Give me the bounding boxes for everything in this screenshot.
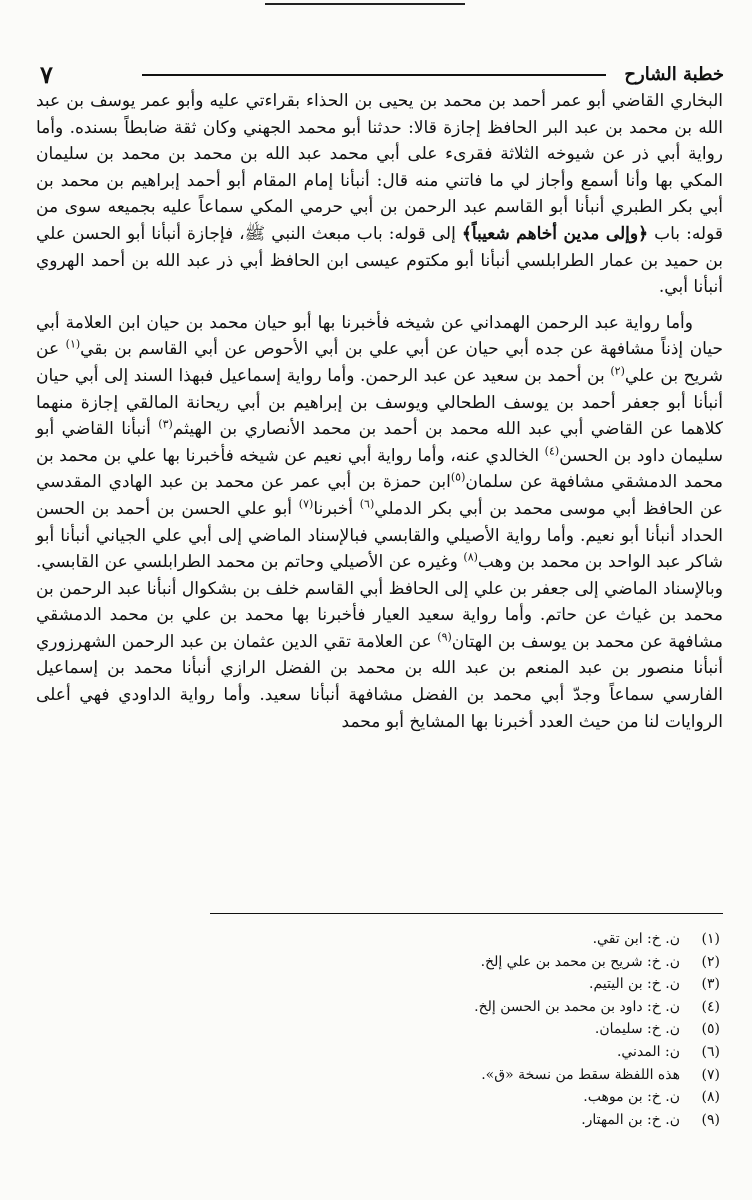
page-number: ٧ — [40, 60, 53, 89]
top-edge-rule — [265, 3, 465, 5]
text-segment: بن أحمد بن سعيد عن عبد الرحمن. وأما رواية إسماعيل فبهذا السند إلى أبي حيان أنبأنا أبو جعفر أحمد بن يوسف الطحالي ويوسف بن إبراهيم بن أبي ريحانة المالقي إجازة منهما كلاهما عن القاضي أبي عبد الله محمد بن أحمد بن محمد الأنصاري بن الهيثم — [36, 365, 724, 440]
page-header — [34, 60, 724, 90]
footnote-number: (٨) — [701, 1089, 720, 1106]
footnote-ref-4[interactable]: (٤) — [544, 444, 560, 458]
footnote-ref-6[interactable]: (٦) — [359, 497, 375, 511]
chapter-title: خطبة الشارح — [624, 64, 724, 85]
text-segment: أخبرنا — [313, 498, 353, 519]
text-segment: أبو علي الحسن بن أحمد بن الحسن الحداد أنبأنا أبو نعيم. وأما رواية الأصيلي والقابسي فبالإسناد الماضي إلى أبي علي الجياني أنبأنا أبو شاكر عبد الواحد بن محمد بن وهب — [36, 498, 723, 573]
footnote-separator — [210, 913, 723, 914]
footnote-number: (٢) — [701, 953, 720, 970]
footnote-ref-1[interactable]: (١) — [65, 337, 81, 351]
quranic-verse: ﴿وإلى مدين أخاهم شعيباً﴾ — [461, 223, 649, 244]
footnote — [300, 1109, 720, 1132]
paragraph-1-part-2: إلى قوله: باب مبعث النبي ﷺ، فإجازة أنبأنا أبو الحسن علي بن حميد بن عمار الطرابلسي أنبأنا أبو مكتوم عيسى ابن الحافظ أبي ذر عبد الله بن أحمد الهروي أنبأنا أبي. — [36, 223, 723, 298]
footnotes — [300, 928, 720, 1131]
footnote-ref-8[interactable]: (٨) — [463, 550, 478, 564]
footnote-text: ن. خ: ابن تقي. — [592, 931, 680, 947]
header-rule — [142, 74, 606, 76]
footnote — [300, 1018, 720, 1041]
footnote — [300, 973, 720, 996]
footnote-ref-9[interactable]: (٩) — [437, 630, 452, 644]
footnote-number: (١) — [701, 931, 720, 947]
text-segment: أنبأنا القاضي أبو سليمان داود بن الحسن — [36, 419, 724, 466]
text-segment: وأما رواية عبد الرحمن الهمداني عن شيخه فأخبرنا بها أبو حيان محمد بن حيان ابن العلامة أبي حيان إذناً مشافهة عن جده أبي حيان عن أبي علي بن أبي الأحوص عن أبي القاسم بن بقي — [36, 312, 723, 360]
text-segment: عن شريح بن علي — [36, 339, 724, 386]
footnote-text: هذه اللفظة سقط من نسخة «ق». — [481, 1066, 680, 1083]
footnote-text: ن. خ: شريح بن محمد بن علي إلخ. — [480, 953, 680, 970]
paragraph-1-part-1: البخاري القاضي أبو عمر أحمد بن محمد بن يحيى بن الحذاء بقراءتي عليه وأبو عمر يوسف بن عبد الله بن محمد بن عبد البر الحافظ إجازة قالا: حدثنا أبو محمد الجهني وكان ثقة ضابطاً بسنده. وأما رواية أبي ذر عن شيوخه الثلاثة فقرىء على أبي محمد عبد الله بن محمد بن محمد بن سليمان المكي بها وأنا أسمع وأجاز لي ما فاتني منه قال: أنبأنا إمام المقام أبو أحمد إبراهيم بن محمد بن أبي بكر الطبري أنبأنا أبو القاسم عبد الرحمن بن أبي حرمي المكي سماعاً عليه بجميعه سوى من قوله: باب — [36, 91, 724, 244]
text-segment: ابن حمزة بن أبي عمر عن محمد بن عبد الهادي المقدسي عن الحافظ أبي موسى محمد بن أبي بكر الدملي — [36, 472, 724, 519]
footnote — [300, 1064, 720, 1087]
footnote-text: ن: المدني. — [616, 1043, 680, 1060]
text-segment: عن العلامة تقي الدين عثمان بن عبد الرحمن الشهرزوري أنبأنا منصور بن عبد المنعم بن عبد الله بن محمد بن الفضل الرازي أنبأنا محمد بن إسماعيل الفارسي سماعاً وجدّ أبي محمد بن الفضل مشافهة أنبأنا سعيد. وأما رواية الداودي فهي أعلى الروايات لنا من حيث العدد أخبرنا بها المشايخ أبو محمد — [36, 631, 723, 732]
footnote-ref-7[interactable]: (٧) — [298, 497, 314, 511]
text-segment: وغيره عن الأصيلي وحاتم بن محمد الطرابلسي عن القابسي. وبالإسناد الماضي إلى جعفر بن علي إلى الحافظ أبي القاسم خلف بن بشكوال أنبأنا عبد الرحمن بن محمد بن غياث عن حاتم. وأما رواية سعيد العيار فأخبرنا بها محمد بن علي بن محمد الدمشقي مشافهة عن محمد بن يوسف بن الهتان — [36, 552, 723, 652]
text-segment: الخالدي عنه، وأما رواية أبي نعيم عن شيخه فأخبرنا بها علي بن محمد بن محمد الدمشقي مشافهة عن سلمان — [36, 445, 724, 493]
footnote-text: ن. خ: بن المهتار. — [581, 1111, 680, 1128]
footnote-number: (٦) — [701, 1043, 720, 1060]
footnote — [300, 1041, 720, 1064]
footnote — [300, 951, 720, 974]
footnote-text: ن. خ: داود بن محمد بن الحسن إلخ. — [474, 998, 680, 1015]
main-text — [36, 88, 723, 735]
paragraph-2 — [36, 310, 723, 736]
footnote-ref-5[interactable]: (٥) — [450, 470, 466, 484]
footnote-number: (٤) — [701, 998, 720, 1015]
footnote-number: (٧) — [701, 1066, 720, 1083]
paragraph-1 — [36, 88, 723, 301]
footnote — [300, 996, 720, 1019]
footnote-ref-2[interactable]: (٢) — [610, 364, 625, 378]
footnote-number: (٣) — [701, 976, 720, 993]
footnote-text: ن. خ: بن موهب. — [583, 1089, 680, 1106]
footnote — [300, 1086, 720, 1109]
footnote — [300, 928, 720, 951]
footnote-ref-3[interactable]: (٣) — [158, 417, 173, 431]
footnote-text: ن. خ: سليمان. — [594, 1021, 680, 1038]
footnote-number: (٩) — [701, 1111, 720, 1128]
footnote-number: (٥) — [701, 1021, 720, 1038]
footnote-text: ن. خ: بن اليتيم. — [589, 976, 680, 993]
